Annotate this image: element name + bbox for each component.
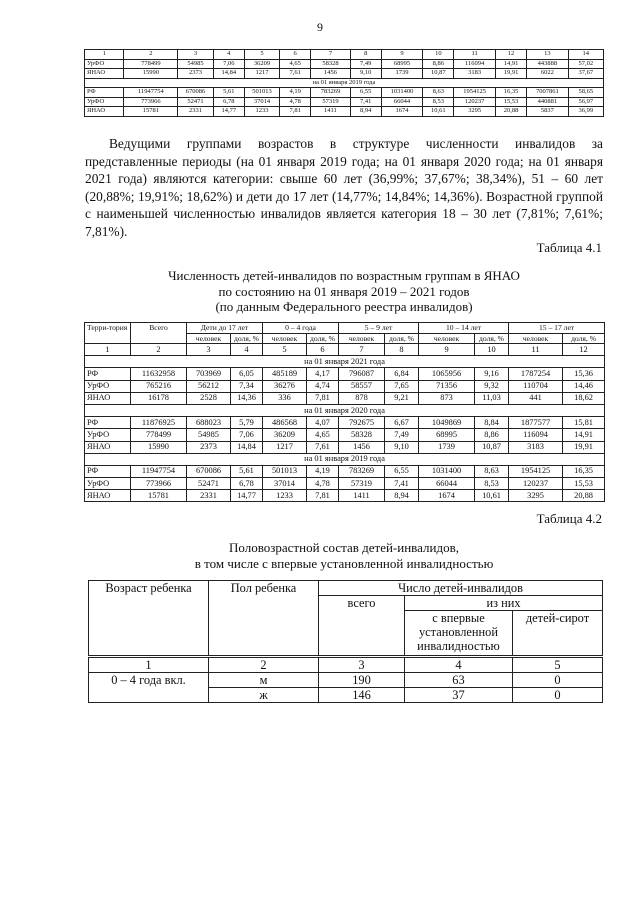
value-cell: 15781 — [124, 107, 178, 117]
value-cell: 1787254 — [509, 368, 563, 380]
territory-cell: УрФО — [85, 478, 131, 490]
value-cell: 4,78 — [280, 97, 311, 107]
section-title: на 01 января 2020 года — [85, 404, 605, 416]
header-age-15-17: 15 – 17 лет — [509, 323, 605, 334]
value-cell: 873 — [419, 392, 475, 404]
value-cell: 11947754 — [131, 465, 187, 477]
table-row — [85, 88, 604, 98]
table-row — [85, 368, 605, 380]
table-row — [85, 380, 605, 392]
value-cell: 3295 — [454, 107, 496, 117]
value-cell: 1217 — [263, 441, 307, 453]
column-numbers-row — [89, 657, 603, 673]
value-cell: 7007861 — [527, 88, 569, 98]
value-cell: 5,61 — [213, 88, 244, 98]
value-cell: 7,61 — [307, 441, 339, 453]
value-cell: 16,35 — [495, 88, 526, 98]
column-number-cell: 6 — [280, 50, 311, 60]
value-cell: 796087 — [339, 368, 385, 380]
value-cell: 1954125 — [454, 88, 496, 98]
value-cell: 56,97 — [568, 97, 603, 107]
value-cell: 66044 — [381, 97, 423, 107]
value-cell: 773966 — [131, 478, 187, 490]
value-cell: 8,53 — [475, 478, 509, 490]
column-number-cell: 9 — [419, 344, 475, 356]
value-cell: 7,61 — [280, 69, 311, 79]
value-cell: 19,91 — [495, 69, 526, 79]
table-row — [85, 465, 605, 477]
territory-cell: ЯНАО — [85, 490, 131, 502]
territory-cell: ЯНАО — [85, 441, 131, 453]
value-cell: 8,94 — [350, 107, 381, 117]
value-cell: 7,41 — [350, 97, 381, 107]
value-cell: 7,81 — [307, 490, 339, 502]
section-title: на 01 января 2021 года — [85, 356, 605, 368]
value-cell: 57319 — [311, 97, 350, 107]
territory-cell: ЯНАО — [85, 69, 124, 79]
territory-cell: РФ — [85, 88, 124, 98]
column-number-cell: 8 — [350, 50, 381, 60]
value-cell: 441 — [509, 392, 563, 404]
value-cell: 1233 — [244, 107, 279, 117]
column-number-cell: 11 — [454, 50, 496, 60]
column-number-cell: 12 — [563, 344, 605, 356]
value-cell: 68995 — [419, 429, 475, 441]
value-cell: 4,74 — [307, 380, 339, 392]
first-time-cell: 63 — [405, 673, 513, 688]
value-cell: 1674 — [381, 107, 423, 117]
value-cell: 6,78 — [231, 478, 263, 490]
value-cell: 7,65 — [385, 380, 419, 392]
value-cell: 58,65 — [568, 88, 603, 98]
value-cell: 10,61 — [475, 490, 509, 502]
value-cell: 4,17 — [307, 368, 339, 380]
value-cell: 7,34 — [231, 380, 263, 392]
column-numbers-row — [85, 344, 605, 356]
value-cell: 3183 — [454, 69, 496, 79]
column-number-cell: 10 — [423, 50, 454, 60]
value-cell: 15990 — [131, 441, 187, 453]
section-title: на 01 января 2019 года — [85, 453, 605, 465]
value-cell: 501013 — [244, 88, 279, 98]
value-cell: 10,87 — [423, 69, 454, 79]
value-cell: 1065956 — [419, 368, 475, 380]
value-cell: 116094 — [454, 59, 496, 69]
table-4-2-caption: Половозрастной состав детей-инвалидов, в том числе с впервые установленной инвалидностью — [194, 540, 494, 571]
column-number-cell: 10 — [475, 344, 509, 356]
value-cell: 1049869 — [419, 417, 475, 429]
column-number-cell: 3 — [178, 50, 213, 60]
value-cell: 1877577 — [509, 417, 563, 429]
value-cell: 792675 — [339, 417, 385, 429]
column-number-cell: 3 — [187, 344, 231, 356]
value-cell: 16,35 — [563, 465, 605, 477]
value-cell: 1031400 — [381, 88, 423, 98]
value-cell: 11876925 — [131, 417, 187, 429]
territory-cell: РФ — [85, 368, 131, 380]
value-cell: 8,86 — [423, 59, 454, 69]
header-share: доля, % — [385, 333, 419, 344]
header-child-sex: Пол ребенка — [209, 581, 319, 657]
value-cell: 58328 — [311, 59, 350, 69]
value-cell: 878 — [339, 392, 385, 404]
column-number-cell: 7 — [339, 344, 385, 356]
column-number-cell: 8 — [385, 344, 419, 356]
value-cell: 20,88 — [495, 107, 526, 117]
value-cell: 10,87 — [475, 441, 509, 453]
value-cell: 8,63 — [423, 88, 454, 98]
territory-cell: РФ — [85, 465, 131, 477]
total-cell: 190 — [319, 673, 405, 688]
territory-cell: УрФО — [85, 97, 124, 107]
value-cell: 14,84 — [213, 69, 244, 79]
header-persons: человек — [187, 333, 231, 344]
value-cell: 1233 — [263, 490, 307, 502]
value-cell: 5837 — [527, 107, 569, 117]
top-table-fragment — [84, 49, 604, 117]
total-cell: 146 — [319, 688, 405, 703]
value-cell: 120237 — [454, 97, 496, 107]
value-cell: 20,88 — [563, 490, 605, 502]
value-cell: 443888 — [527, 59, 569, 69]
value-cell: 8,63 — [475, 465, 509, 477]
column-number-cell: 5 — [263, 344, 307, 356]
column-number-cell: 13 — [527, 50, 569, 60]
value-cell: 1739 — [419, 441, 475, 453]
header-persons: человек — [339, 333, 385, 344]
value-cell: 778499 — [124, 59, 178, 69]
table-row — [85, 59, 604, 69]
value-cell: 6,55 — [385, 465, 419, 477]
value-cell: 120237 — [509, 478, 563, 490]
column-number-cell: 2 — [131, 344, 187, 356]
value-cell: 8,94 — [385, 490, 419, 502]
value-cell: 2373 — [187, 441, 231, 453]
header-share: доля, % — [231, 333, 263, 344]
column-number-cell: 9 — [381, 50, 423, 60]
column-number-cell: 4 — [231, 344, 263, 356]
value-cell: 4,19 — [280, 88, 311, 98]
sex-cell: м — [209, 673, 319, 688]
header-child-age: Возраст ребенка — [89, 581, 209, 657]
value-cell: 36209 — [244, 59, 279, 69]
value-cell: 11947754 — [124, 88, 178, 98]
value-cell: 11,03 — [475, 392, 509, 404]
header-children-count: Число детей-инвалидов — [319, 581, 603, 596]
value-cell: 66044 — [419, 478, 475, 490]
column-number-cell: 12 — [495, 50, 526, 60]
column-number-cell: 1 — [85, 50, 124, 60]
value-cell: 6,84 — [385, 368, 419, 380]
value-cell: 18,62 — [563, 392, 605, 404]
territory-cell: УрФО — [85, 59, 124, 69]
value-cell: 2373 — [178, 69, 213, 79]
value-cell: 3295 — [509, 490, 563, 502]
value-cell: 4,78 — [307, 478, 339, 490]
value-cell: 2331 — [178, 107, 213, 117]
value-cell: 110704 — [509, 380, 563, 392]
value-cell: 1739 — [381, 69, 423, 79]
value-cell: 7,06 — [213, 59, 244, 69]
value-cell: 9,16 — [475, 368, 509, 380]
table-row — [85, 490, 605, 502]
header-total: Всего — [131, 323, 187, 344]
value-cell: 1411 — [311, 107, 350, 117]
value-cell: 57319 — [339, 478, 385, 490]
value-cell: 778499 — [131, 429, 187, 441]
section-title: на 01 января 2019 года — [85, 78, 604, 88]
territory-cell: УрФО — [85, 429, 131, 441]
column-numbers-row — [85, 50, 604, 60]
table-row — [85, 97, 604, 107]
territory-cell: ЯНАО — [85, 392, 131, 404]
value-cell: 1456 — [339, 441, 385, 453]
value-cell: 1674 — [419, 490, 475, 502]
value-cell: 4,65 — [280, 59, 311, 69]
value-cell: 4,65 — [307, 429, 339, 441]
value-cell: 14,77 — [213, 107, 244, 117]
value-cell: 54985 — [187, 429, 231, 441]
column-number-cell: 1 — [85, 344, 131, 356]
value-cell: 765216 — [131, 380, 187, 392]
table-row — [85, 107, 604, 117]
value-cell: 8,53 — [423, 97, 454, 107]
column-number-cell: 14 — [568, 50, 603, 60]
value-cell: 14,91 — [563, 429, 605, 441]
header-age-10-14: 10 – 14 лет — [419, 323, 509, 334]
value-cell: 1031400 — [419, 465, 475, 477]
header-kids-17: Дети до 17 лет — [187, 323, 263, 334]
orphans-cell: 0 — [513, 673, 603, 688]
age-group-cell: 0 – 4 года вкл. — [89, 673, 209, 703]
value-cell: 52471 — [187, 478, 231, 490]
value-cell: 336 — [263, 392, 307, 404]
header-persons: человек — [419, 333, 475, 344]
value-cell: 68995 — [381, 59, 423, 69]
value-cell: 19,91 — [563, 441, 605, 453]
value-cell: 7,06 — [231, 429, 263, 441]
sex-cell: ж — [209, 688, 319, 703]
territory-cell: РФ — [85, 417, 131, 429]
value-cell: 15781 — [131, 490, 187, 502]
table-row — [85, 417, 605, 429]
value-cell: 14,77 — [231, 490, 263, 502]
value-cell: 16178 — [131, 392, 187, 404]
value-cell: 440881 — [527, 97, 569, 107]
value-cell: 1217 — [244, 69, 279, 79]
value-cell: 8,84 — [475, 417, 509, 429]
value-cell: 58328 — [339, 429, 385, 441]
table-4-1 — [84, 322, 605, 502]
value-cell: 6,55 — [350, 88, 381, 98]
value-cell: 36276 — [263, 380, 307, 392]
value-cell: 71356 — [419, 380, 475, 392]
value-cell: 15,53 — [563, 478, 605, 490]
value-cell: 15990 — [124, 69, 178, 79]
value-cell: 7,81 — [307, 392, 339, 404]
value-cell: 688023 — [187, 417, 231, 429]
value-cell: 670086 — [187, 465, 231, 477]
column-number-cell: 6 — [307, 344, 339, 356]
value-cell: 7,81 — [280, 107, 311, 117]
value-cell: 14,36 — [231, 392, 263, 404]
table-row — [85, 478, 605, 490]
value-cell: 15,53 — [495, 97, 526, 107]
value-cell: 57,02 — [568, 59, 603, 69]
header-persons: человек — [263, 333, 307, 344]
column-number-cell: 4 — [213, 50, 244, 60]
value-cell: 37014 — [244, 97, 279, 107]
table-4-1-label: Таблица 4.1 — [536, 240, 602, 255]
column-number-cell: 7 — [311, 50, 350, 60]
header-share: доля, % — [475, 333, 509, 344]
header-first-time: с впервые установленной инвалидностью — [405, 611, 513, 657]
table-4-2-label: Таблица 4.2 — [536, 511, 602, 526]
value-cell: 4,07 — [307, 417, 339, 429]
value-cell: 9,10 — [385, 441, 419, 453]
value-cell: 14,46 — [563, 380, 605, 392]
value-cell: 3183 — [509, 441, 563, 453]
value-cell: 783269 — [339, 465, 385, 477]
header-age-5-9: 5 – 9 лет — [339, 323, 419, 334]
value-cell: 5,61 — [231, 465, 263, 477]
value-cell: 1411 — [339, 490, 385, 502]
table-row — [85, 392, 605, 404]
value-cell: 7,49 — [350, 59, 381, 69]
value-cell: 6022 — [527, 69, 569, 79]
value-cell: 4,19 — [307, 465, 339, 477]
value-cell: 6,67 — [385, 417, 419, 429]
value-cell: 9,10 — [350, 69, 381, 79]
value-cell: 5,79 — [231, 417, 263, 429]
territory-cell: УрФО — [85, 380, 131, 392]
value-cell: 116094 — [509, 429, 563, 441]
header-age-0-4: 0 – 4 года — [263, 323, 339, 334]
value-cell: 56212 — [187, 380, 231, 392]
table-4-1-caption: Численность детей-инвалидов по возрастным группам в ЯНАО по состоянию на 01 января 2019 – 2021 годов (по данным Федерального реестра инвалидов) — [168, 268, 520, 314]
value-cell: 9,21 — [385, 392, 419, 404]
column-number-cell: 3 — [319, 657, 405, 673]
first-time-cell: 37 — [405, 688, 513, 703]
value-cell: 15,81 — [563, 417, 605, 429]
value-cell: 773966 — [124, 97, 178, 107]
body-paragraph: Ведущими группами возрастов в структуре численности инвалидов за представленные периоды (на 01 января 2019 года; на 01 января 2020 года; на 01 января 2021 года) являются категории: свыше 60 лет (36,99%; 37,67%; 38,34%), 51 – 60 лет (20,88%; 19,91%; 18,62%) и дети до 17 лет (14,77%; 14,84%; 14,36%). Возрастной группой с наименьшей численностью инвалидов является категория 18 – 30 лет (7,81%; 7,61%; 7,81%). — [85, 136, 603, 239]
value-cell: 501013 — [263, 465, 307, 477]
value-cell: 36209 — [263, 429, 307, 441]
column-number-cell: 2 — [124, 50, 178, 60]
table-row — [85, 429, 605, 441]
value-cell: 14,91 — [495, 59, 526, 69]
value-cell: 52471 — [178, 97, 213, 107]
value-cell: 37014 — [263, 478, 307, 490]
value-cell: 11632958 — [131, 368, 187, 380]
value-cell: 7,41 — [385, 478, 419, 490]
value-cell: 485189 — [263, 368, 307, 380]
value-cell: 14,84 — [231, 441, 263, 453]
value-cell: 1954125 — [509, 465, 563, 477]
header-orphans: детей-сирот — [513, 611, 603, 657]
header-persons: человек — [509, 333, 563, 344]
value-cell: 2528 — [187, 392, 231, 404]
value-cell: 703969 — [187, 368, 231, 380]
value-cell: 7,49 — [385, 429, 419, 441]
header-territory: Терри-тория — [85, 323, 131, 344]
column-number-cell: 2 — [209, 657, 319, 673]
value-cell: 2331 — [187, 490, 231, 502]
value-cell: 8,86 — [475, 429, 509, 441]
column-number-cell: 5 — [513, 657, 603, 673]
column-number-cell: 5 — [244, 50, 279, 60]
column-number-cell: 11 — [509, 344, 563, 356]
value-cell: 15,36 — [563, 368, 605, 380]
value-cell: 783269 — [311, 88, 350, 98]
value-cell: 1456 — [311, 69, 350, 79]
value-cell: 9,32 — [475, 380, 509, 392]
column-number-cell: 4 — [405, 657, 513, 673]
column-number-cell: 1 — [89, 657, 209, 673]
header-share: доля, % — [563, 333, 605, 344]
value-cell: 486568 — [263, 417, 307, 429]
value-cell: 58557 — [339, 380, 385, 392]
value-cell: 54985 — [178, 59, 213, 69]
value-cell: 37,67 — [568, 69, 603, 79]
orphans-cell: 0 — [513, 688, 603, 703]
header-share: доля, % — [307, 333, 339, 344]
table-row — [85, 69, 604, 79]
table-4-2 — [88, 580, 603, 703]
value-cell: 6,78 — [213, 97, 244, 107]
value-cell: 6,05 — [231, 368, 263, 380]
header-total: всего — [319, 596, 405, 657]
value-cell: 10,61 — [423, 107, 454, 117]
header-of-them: из них — [405, 596, 603, 611]
value-cell: 36,99 — [568, 107, 603, 117]
page-number: 9 — [317, 20, 323, 34]
territory-cell: ЯНАО — [85, 107, 124, 117]
value-cell: 670086 — [178, 88, 213, 98]
table-row — [85, 441, 605, 453]
